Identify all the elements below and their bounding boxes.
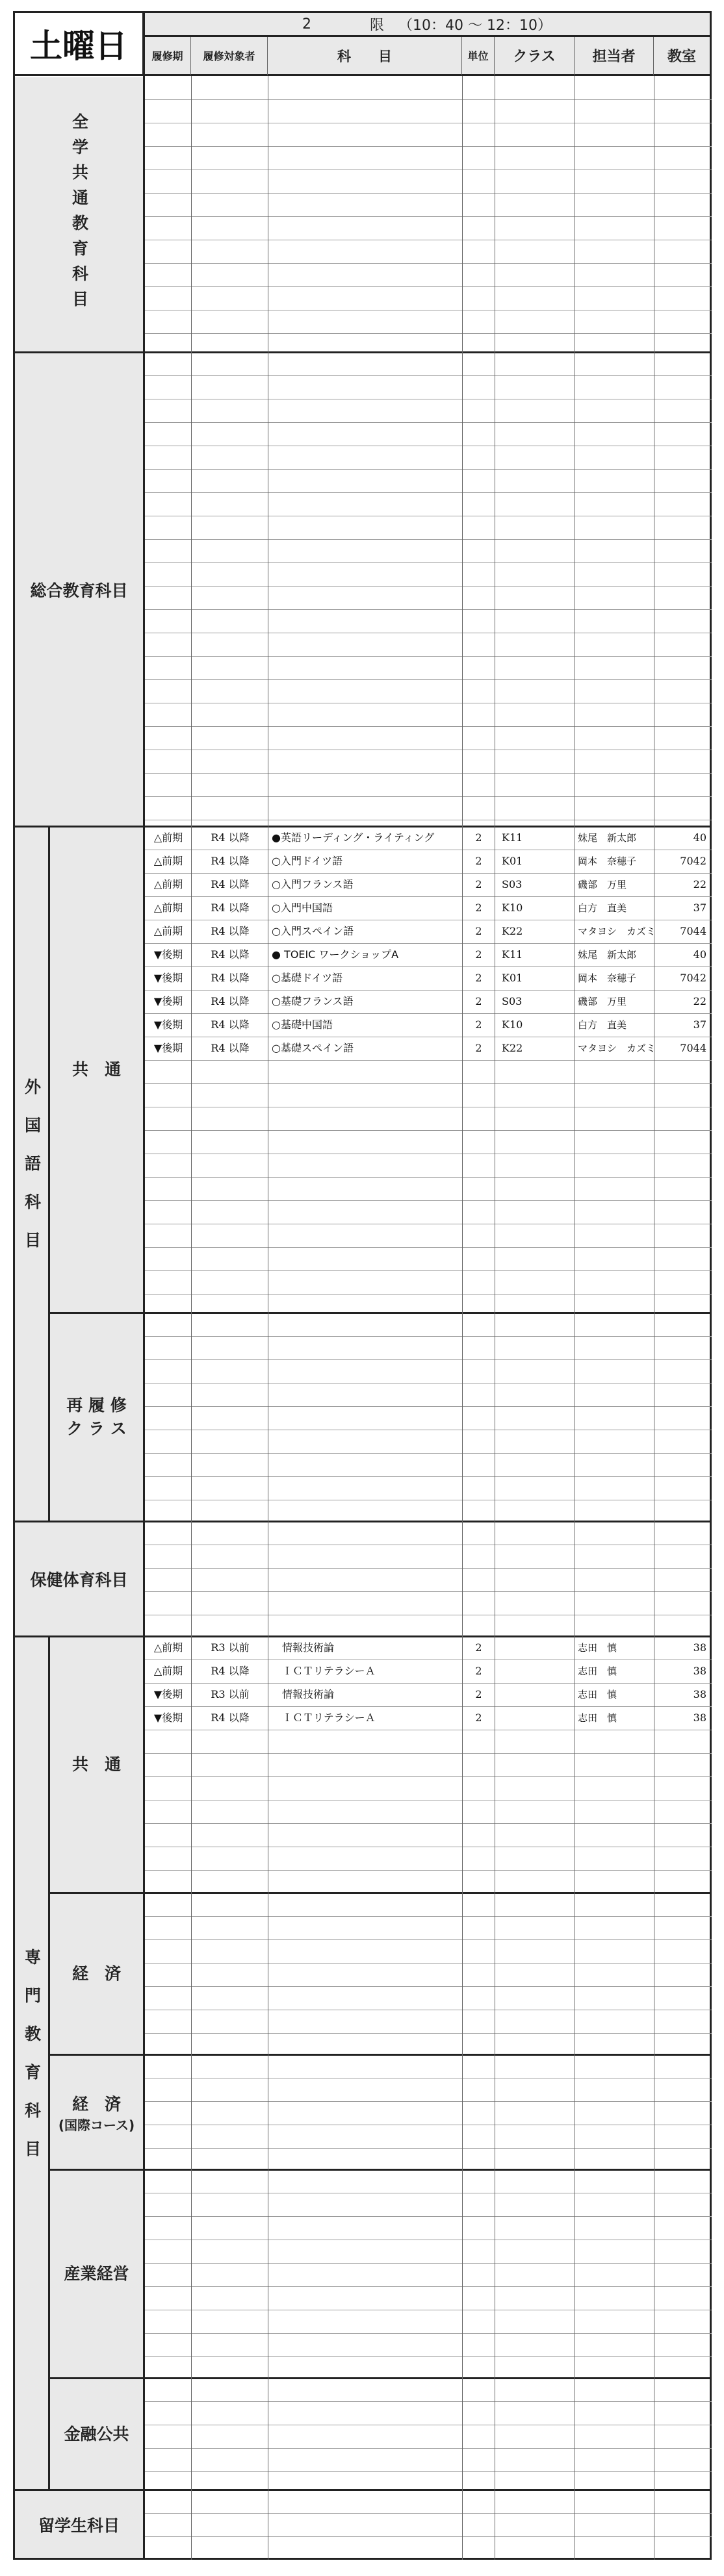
category-health-pe: 保健体育科目 xyxy=(15,1522,143,1635)
row-line xyxy=(144,1986,712,1987)
row-line xyxy=(144,1476,712,1477)
cell-room: 38 xyxy=(693,1688,706,1700)
cell-teacher: 志田 慎 xyxy=(578,1665,617,1677)
cell-class: K22 xyxy=(502,925,523,937)
cell-credits: 2 xyxy=(475,1641,482,1654)
cell-subject: ○基礎スペイン語 xyxy=(272,1042,354,1054)
row-line xyxy=(144,422,712,423)
cell-class: K22 xyxy=(502,1042,523,1054)
row-line xyxy=(144,1200,712,1201)
row-line xyxy=(144,146,712,147)
row-line xyxy=(144,2471,712,2472)
cell-teacher: 磯部 万里 xyxy=(578,996,627,1007)
row-line xyxy=(144,1130,712,1131)
subsection-divider xyxy=(48,1312,712,1314)
cell-target: R4 以降 xyxy=(211,948,250,961)
cell-credits: 2 xyxy=(475,831,482,844)
row-line xyxy=(144,2263,712,2264)
subcategory-spec-finance: 金融公共 xyxy=(50,2379,143,2489)
row-line xyxy=(144,2101,712,2102)
row-line xyxy=(144,2536,712,2537)
cell-teacher: 磯部 万里 xyxy=(578,879,627,890)
cell-subject: ○入門スペイン語 xyxy=(272,925,354,937)
category-general-education: 総合教育科目 xyxy=(15,353,143,826)
cell-credits: 2 xyxy=(475,925,482,937)
cell-teacher: 妹尾 新太郎 xyxy=(578,949,637,961)
category-foreign-language: 外国語科目 xyxy=(15,827,48,1521)
col-header-room: 教室 xyxy=(654,37,712,76)
row-line xyxy=(144,2033,712,2034)
cell-subject: ○入門フランス語 xyxy=(272,878,354,890)
subsection-divider xyxy=(48,2169,712,2171)
cell-term: ▼後期 xyxy=(153,1711,183,1724)
cell-class: S03 xyxy=(502,878,523,890)
cell-subject: ○基礎中国語 xyxy=(272,1018,333,1031)
row-line xyxy=(144,1939,712,1940)
subcategory-spec-econ-intl: 経 済 (国際コース) xyxy=(50,2056,143,2169)
cell-credits: 2 xyxy=(475,1042,482,1054)
period-label: 限 xyxy=(370,17,385,34)
col-header-teacher: 担当者 xyxy=(575,37,654,76)
row-line xyxy=(144,726,712,727)
cell-teacher: 白方 直美 xyxy=(578,902,627,914)
cell-subject: ●英語リーディング・ライティング xyxy=(272,831,435,844)
cell-class: K11 xyxy=(502,831,523,844)
col-header-term: 履修期 xyxy=(144,37,191,76)
row-line xyxy=(144,2448,712,2449)
cell-term: △前期 xyxy=(153,855,183,867)
cell-room: 7042 xyxy=(680,855,706,867)
cell-credits: 2 xyxy=(475,855,482,867)
row-line xyxy=(144,539,712,540)
cell-class: K11 xyxy=(502,948,523,961)
row-line xyxy=(144,2401,712,2402)
column-line xyxy=(191,76,192,2560)
cell-subject: ○入門中国語 xyxy=(272,902,333,914)
cell-room: 7044 xyxy=(680,925,706,937)
cell-subject: ○入門ドイツ語 xyxy=(272,855,343,867)
row-line xyxy=(144,99,712,100)
cell-credits: 2 xyxy=(475,1688,482,1700)
row-line xyxy=(144,2513,712,2514)
cell-target: R3 以前 xyxy=(211,1641,250,1654)
row-line xyxy=(144,1916,712,1917)
row-line xyxy=(144,773,712,774)
row-line xyxy=(144,1270,712,1271)
subsection-divider xyxy=(48,2377,712,2379)
subsection-divider xyxy=(48,1892,712,1894)
row-line xyxy=(144,1359,712,1360)
cell-term: ▼後期 xyxy=(153,972,183,984)
row-line xyxy=(144,586,712,587)
cell-teacher: 白方 直美 xyxy=(578,1019,627,1031)
row-line xyxy=(144,562,712,563)
row-line xyxy=(144,1776,712,1777)
cell-credits: 2 xyxy=(475,902,482,914)
cell-room: 38 xyxy=(693,1641,706,1654)
cell-term: △前期 xyxy=(153,1665,183,1677)
day-label: 土曜日 xyxy=(30,27,127,65)
cell-teacher: 妹尾 新太郎 xyxy=(578,832,637,844)
cell-class: K10 xyxy=(502,902,523,914)
row-line xyxy=(144,193,712,194)
cell-room: 7044 xyxy=(680,1042,706,1054)
period-time: （10：40 〜 12：10） xyxy=(398,17,552,34)
cell-subject: 情報技術論 xyxy=(272,1641,335,1654)
cell-target: R4 以降 xyxy=(211,972,250,984)
cell-room: 40 xyxy=(693,831,706,844)
cell-teacher: 志田 慎 xyxy=(578,1642,617,1654)
cell-term: △前期 xyxy=(153,878,183,890)
row-line xyxy=(144,1870,712,1871)
row-line xyxy=(144,609,712,610)
cell-credits: 2 xyxy=(475,948,482,961)
cell-credits: 2 xyxy=(475,1665,482,1677)
cell-term: ▼後期 xyxy=(153,1688,183,1700)
cell-credits: 2 xyxy=(475,972,482,984)
cell-credits: 2 xyxy=(475,995,482,1007)
cell-term: △前期 xyxy=(153,925,183,937)
cell-subject: ＩＣＴリテラシーＡ xyxy=(272,1665,376,1677)
row-line xyxy=(144,1453,712,1454)
cell-term: ▼後期 xyxy=(153,948,183,961)
row-line xyxy=(144,1336,712,1337)
row-line xyxy=(144,469,712,470)
row-line xyxy=(144,1177,712,1178)
cell-target: R4 以降 xyxy=(211,995,250,1007)
cell-subject: 情報技術論 xyxy=(272,1688,335,1700)
row-line xyxy=(144,1753,712,1754)
cell-class: K10 xyxy=(502,1018,523,1031)
cell-term: △前期 xyxy=(153,831,183,844)
subcategory-spec-industry: 産業経営 xyxy=(50,2171,143,2377)
cell-target: R4 以降 xyxy=(211,1018,250,1031)
subcategory-foreign-common: 共 通 xyxy=(50,827,143,1312)
subcategory-foreign-retake: 再 履 修 ク ラ ス xyxy=(50,1314,143,1521)
cell-teacher: 岡本 奈穂子 xyxy=(578,972,637,984)
cell-teacher: マタヨシ カズミ xyxy=(578,926,656,937)
cell-subject: ○基礎ドイツ語 xyxy=(272,972,343,984)
row-line xyxy=(144,1060,712,1061)
row-line xyxy=(144,286,712,287)
category-specialized: 専門教育科目 xyxy=(15,1637,48,2489)
cell-target: R4 以降 xyxy=(211,831,250,844)
row-line xyxy=(144,2333,712,2334)
row-line xyxy=(144,1591,712,1592)
cell-target: R4 以降 xyxy=(211,902,250,914)
cell-room: 38 xyxy=(693,1665,706,1677)
column-line xyxy=(462,76,463,2560)
cell-class: K01 xyxy=(502,855,523,867)
row-line xyxy=(144,679,712,680)
cell-room: 22 xyxy=(693,878,706,890)
cell-teacher: 志田 慎 xyxy=(578,1689,617,1700)
cell-class xyxy=(497,1660,575,1683)
category-general-common: 全学共通教育科目 xyxy=(15,77,143,351)
cell-class: K01 xyxy=(502,972,523,984)
cell-credits: 2 xyxy=(475,1018,482,1031)
cell-class: S03 xyxy=(502,995,523,1007)
timetable-sheet xyxy=(13,11,712,2560)
cell-room: 37 xyxy=(693,1018,706,1031)
row-line xyxy=(144,333,712,334)
row-line xyxy=(144,492,712,493)
col-header-class: クラス xyxy=(495,37,575,76)
row-line xyxy=(144,2356,712,2357)
cell-target: R4 以降 xyxy=(211,855,250,867)
row-line xyxy=(144,263,712,264)
row-line xyxy=(144,2216,712,2217)
cell-room: 7042 xyxy=(680,972,706,984)
cell-subject: ● TOEIC ワークショップA xyxy=(272,948,399,961)
cell-credits: 2 xyxy=(475,878,482,890)
cell-term: △前期 xyxy=(153,1641,183,1654)
row-line xyxy=(144,1406,712,1407)
cell-target: R4 以降 xyxy=(211,1711,250,1724)
row-line xyxy=(144,375,712,376)
cell-target: R4 以降 xyxy=(211,925,250,937)
subcategory-spec-common: 共 通 xyxy=(50,1637,143,1892)
cell-subject: ＩＣＴリテラシーＡ xyxy=(272,1711,376,1724)
cell-class xyxy=(497,1683,575,1706)
row-line xyxy=(144,2286,712,2287)
cell-term: ▼後期 xyxy=(153,995,183,1007)
row-line xyxy=(144,1823,712,1824)
cell-class xyxy=(497,1636,575,1660)
cell-target: R3 以前 xyxy=(211,1688,250,1700)
cell-room: 37 xyxy=(693,902,706,914)
row-line xyxy=(144,216,712,217)
cell-target: R4 以降 xyxy=(211,1665,250,1677)
cell-term: ▼後期 xyxy=(153,1018,183,1031)
col-header-credits: 単位 xyxy=(462,37,495,76)
row-line xyxy=(144,796,712,797)
cell-teacher: 岡本 奈穂子 xyxy=(578,855,637,867)
row-line xyxy=(144,1963,712,1964)
category-intl-students: 留学生科目 xyxy=(15,2491,143,2558)
cell-class xyxy=(497,1706,575,1730)
cell-term: ▼後期 xyxy=(153,1042,183,1054)
subcategory-spec-economics: 経 済 xyxy=(50,1894,143,2054)
period-number: 2 xyxy=(302,16,311,32)
category-column-divider xyxy=(143,11,145,2560)
cell-term: △前期 xyxy=(153,902,183,914)
col-header-subject: 科 目 xyxy=(268,37,462,76)
cell-teacher: 志田 慎 xyxy=(578,1712,617,1724)
cell-subject: ○基礎フランス語 xyxy=(272,995,354,1007)
subsection-divider xyxy=(48,2054,712,2056)
row-line xyxy=(144,2148,712,2149)
cell-target: R4 以降 xyxy=(211,1042,250,1054)
col-header-target: 履修対象者 xyxy=(191,37,268,76)
cell-teacher: マタヨシ カズミ xyxy=(578,1042,656,1054)
cell-room: 22 xyxy=(693,995,706,1007)
cell-target: R4 以降 xyxy=(211,878,250,890)
row-line xyxy=(144,1247,712,1248)
row-line xyxy=(144,1568,712,1569)
cell-room: 40 xyxy=(693,948,706,961)
cell-room: 38 xyxy=(693,1711,706,1724)
row-line xyxy=(144,656,712,657)
cell-credits: 2 xyxy=(475,1711,482,1724)
row-line xyxy=(144,1083,712,1084)
